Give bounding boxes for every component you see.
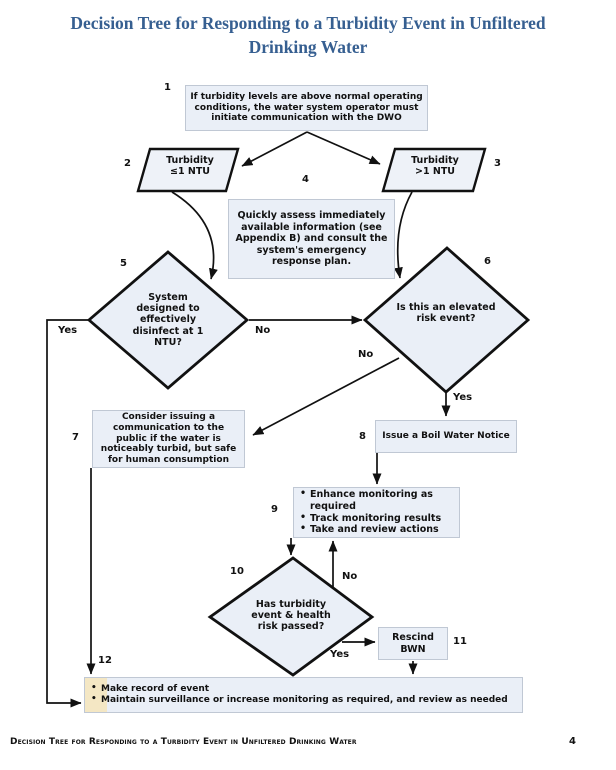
list-item: • Track monitoring results: [298, 513, 455, 525]
step-number-11: 11: [453, 636, 467, 647]
page-title: Decision Tree for Responding to a Turbidity Event in Unfiltered Drinking Water: [70, 13, 546, 57]
edge-label-no-5: No: [255, 325, 271, 336]
page-number: 4: [569, 736, 576, 747]
footer-title: Decision Tree for Responding to a Turbidity Event in Unfiltered Drinking Water: [10, 737, 357, 747]
node-7-process-box: Consider issuing a communication to the public if the water is noticeably turbid, but safe for human consumption: [92, 410, 245, 468]
step-number-5: 5: [120, 258, 127, 269]
step-number-7: 7: [72, 432, 79, 443]
edge-1-to-3: [307, 132, 380, 164]
node-6-label: Is this an elevated risk event?: [396, 302, 496, 325]
page-footer: [10, 736, 606, 747]
step-number-2: 2: [124, 158, 131, 169]
node-9-process-box: [293, 487, 460, 538]
step-number-12: 12: [98, 655, 112, 666]
node-4-process-box: Quickly assess immediately available information (see Appendix B) and consult the system's emergency response plan.: [228, 199, 395, 279]
node-10-label: Has turbidity event & health risk passed?: [251, 599, 331, 633]
list-item: • Enhance monitoring as required: [298, 489, 455, 512]
node-5-label: System designed to effectively disinfect at 1 NTU?: [132, 292, 204, 348]
edge-label-yes-10: Yes: [330, 649, 350, 660]
edge-3-to-6: [398, 192, 412, 278]
edge-label-no-10: No: [342, 571, 358, 582]
edge-1-to-2: [242, 132, 307, 166]
node-1-process-box: If turbidity levels are above normal operating conditions, the water system operator must initiate communication with the DWO: [185, 85, 428, 131]
node-3-line1: Turbidity: [411, 155, 459, 166]
step-number-4: 4: [302, 174, 309, 185]
node-2-line2: ≤1 NTU: [169, 166, 211, 178]
step-number-9: 9: [271, 504, 278, 515]
step-number-3: 3: [494, 158, 501, 169]
node-3-line2: >1 NTU: [414, 166, 456, 178]
node-12-process-box: [84, 677, 523, 713]
edge-label-yes-5: Yes: [58, 325, 78, 336]
edge-label-no-6: No: [358, 349, 374, 360]
step-number-8: 8: [359, 431, 366, 442]
node-2-label: [148, 155, 232, 177]
edge-5-yes-to-12: [47, 320, 88, 703]
step-number-10: 10: [230, 566, 244, 577]
node-8-process-box: Issue a Boil Water Notice: [375, 420, 517, 453]
node-3-label: [393, 155, 477, 177]
node-11-process-box: Rescind BWN: [378, 627, 448, 660]
step-number-1: 1: [164, 82, 171, 93]
node-2-line1: Turbidity: [166, 155, 214, 166]
list-item: • Take and review actions: [298, 524, 455, 536]
edge-label-yes-6: Yes: [453, 392, 473, 403]
list-item: • Make record of event: [89, 684, 518, 695]
step-number-6: 6: [484, 256, 491, 267]
list-item: • Maintain surveillance or increase monitoring as required, and review as needed: [89, 695, 518, 706]
